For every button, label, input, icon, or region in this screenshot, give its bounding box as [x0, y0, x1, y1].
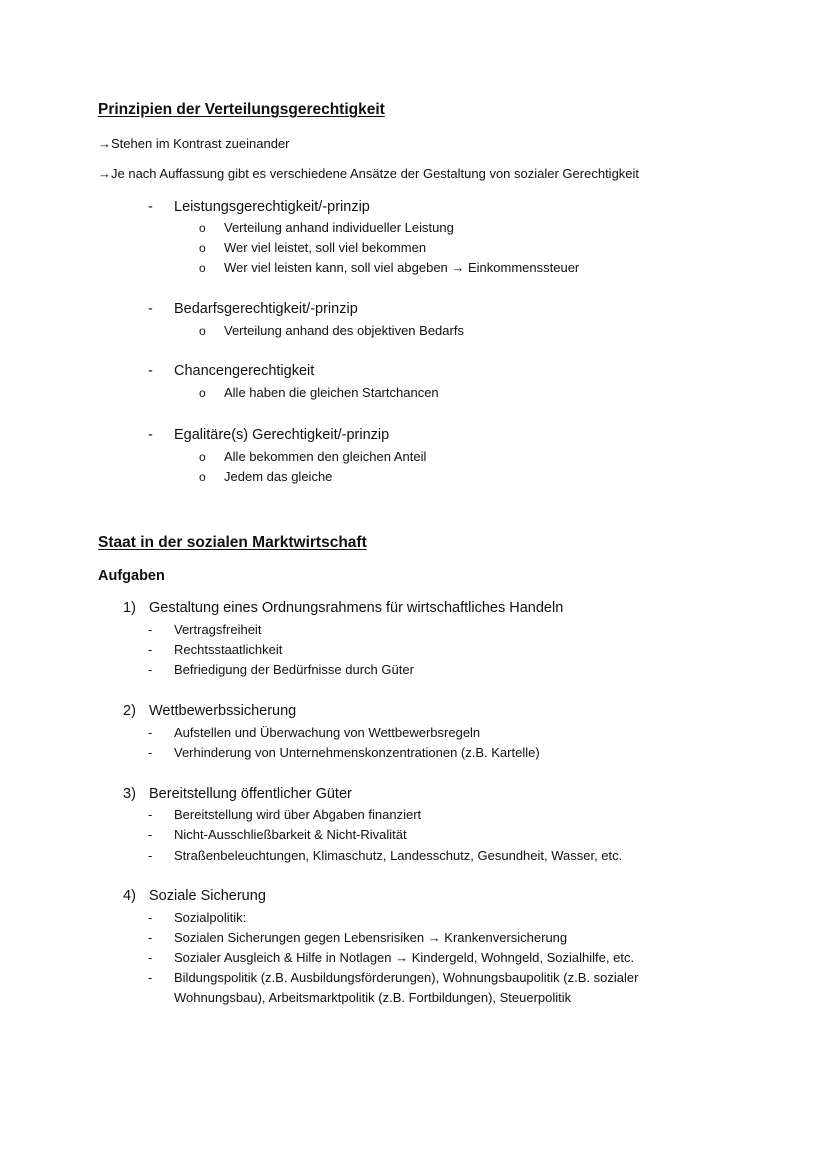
- task-label: Wettbewerbssicherung: [149, 703, 297, 719]
- circle-bullet-icon: o: [199, 324, 206, 338]
- principle-item: Wer viel leistet, soll viel bekommen: [224, 240, 427, 255]
- task-item: Verhinderung von Unternehmenskonzentrationen (z.B. Kartelle): [174, 745, 540, 760]
- principle-label: Chancengerechtigkeit: [174, 363, 315, 379]
- principle-item: Alle haben die gleichen Startchancen: [224, 385, 439, 400]
- task-number: 2): [123, 703, 136, 719]
- task-item: Vertragsfreiheit: [174, 622, 262, 637]
- dash-bullet: -: [148, 827, 153, 842]
- arrow-icon: →: [98, 136, 111, 151]
- section-title-staat: Staat in der sozialen Marktwirtschaft: [98, 534, 367, 551]
- task-number: 1): [123, 600, 136, 616]
- intro-line-1: [98, 136, 290, 151]
- dash-bullet: -: [148, 363, 153, 379]
- task-item: Befriedigung der Bedürfnisse durch Güter: [174, 662, 414, 677]
- circle-bullet-icon: o: [199, 470, 206, 484]
- dash-bullet: -: [148, 848, 153, 863]
- task-item: Aufstellen und Überwachung von Wettbewerbsregeln: [174, 725, 481, 740]
- task-item: Rechtsstaatlichkeit: [174, 642, 283, 657]
- task-item: Bereitstellung wird über Abgaben finanziert: [174, 807, 422, 822]
- dash-bullet: -: [148, 970, 153, 985]
- intro-text-1: Stehen im Kontrast zueinander: [111, 136, 290, 151]
- dash-bullet: -: [148, 930, 153, 945]
- dash-bullet: -: [148, 199, 153, 215]
- task-label: Bereitstellung öffentlicher Güter: [149, 786, 352, 802]
- principle-label: Bedarfsgerechtigkeit/-prinzip: [174, 301, 358, 317]
- principle-item: Verteilung anhand des objektiven Bedarfs: [224, 323, 464, 338]
- intro-text-2: Je nach Auffassung gibt es verschiedene Ansätze der Gestaltung von sozialer Gerechtigkeit: [111, 166, 640, 181]
- task-number: 4): [123, 888, 136, 904]
- circle-bullet-icon: o: [199, 386, 206, 400]
- dash-bullet: -: [148, 745, 153, 760]
- circle-bullet-icon: o: [199, 221, 206, 235]
- task-label: Gestaltung eines Ordnungsrahmens für wirtschaftliches Handeln: [149, 600, 564, 616]
- task-item: Sozialen Sicherungen gegen Lebensrisiken → Krankenversicherung: [174, 930, 568, 945]
- circle-bullet-icon: o: [199, 450, 206, 464]
- principle-item: Verteilung anhand individueller Leistung: [224, 220, 454, 235]
- principle-item: Wer viel leisten kann, soll viel abgeben → Einkommenssteuer: [224, 260, 580, 275]
- task-item: Sozialer Ausgleich & Hilfe in Notlagen → Kindergeld, Wohngeld, Sozialhilfe, etc.: [174, 950, 635, 965]
- principle-item: Alle bekommen den gleichen Anteil: [224, 449, 427, 464]
- task-item: Nicht-Ausschließbarkeit & Nicht-Rivalität: [174, 827, 407, 842]
- principle-label: Leistungsgerechtigkeit/-prinzip: [174, 199, 370, 215]
- dash-bullet: -: [148, 807, 153, 822]
- task-item: Bildungspolitik (z.B. Ausbildungsförderungen), Wohnungsbaupolitik (z.B. sozialer: [174, 970, 639, 985]
- circle-bullet-icon: o: [199, 241, 206, 255]
- dash-bullet: -: [148, 622, 153, 637]
- dash-bullet: -: [148, 427, 153, 443]
- task-item-continuation: Wohnungsbau), Arbeitsmarktpolitik (z.B. Fortbildungen), Steuerpolitik: [174, 990, 572, 1005]
- task-number: 3): [123, 786, 136, 802]
- principle-label: Egalitäre(s) Gerechtigkeit/-prinzip: [174, 427, 390, 443]
- dash-bullet: -: [148, 662, 153, 677]
- task-item: Sozialpolitik:: [174, 910, 247, 925]
- arrow-icon: →: [98, 166, 111, 181]
- principle-item: Jedem das gleiche: [224, 469, 333, 484]
- intro-line-2: [98, 166, 639, 181]
- dash-bullet: -: [148, 725, 153, 740]
- dash-bullet: -: [148, 910, 153, 925]
- task-item: Straßenbeleuchtungen, Klimaschutz, Landesschutz, Gesundheit, Wasser, etc.: [174, 848, 623, 863]
- section-title-verteilungsgerechtigkeit: Prinzipien der Verteilungsgerechtigkeit: [98, 101, 385, 118]
- dash-bullet: -: [148, 301, 153, 317]
- dash-bullet: -: [148, 950, 153, 965]
- section-subtitle-aufgaben: Aufgaben: [98, 568, 165, 584]
- circle-bullet-icon: o: [199, 261, 206, 275]
- task-label: Soziale Sicherung: [149, 888, 266, 904]
- dash-bullet: -: [148, 642, 153, 657]
